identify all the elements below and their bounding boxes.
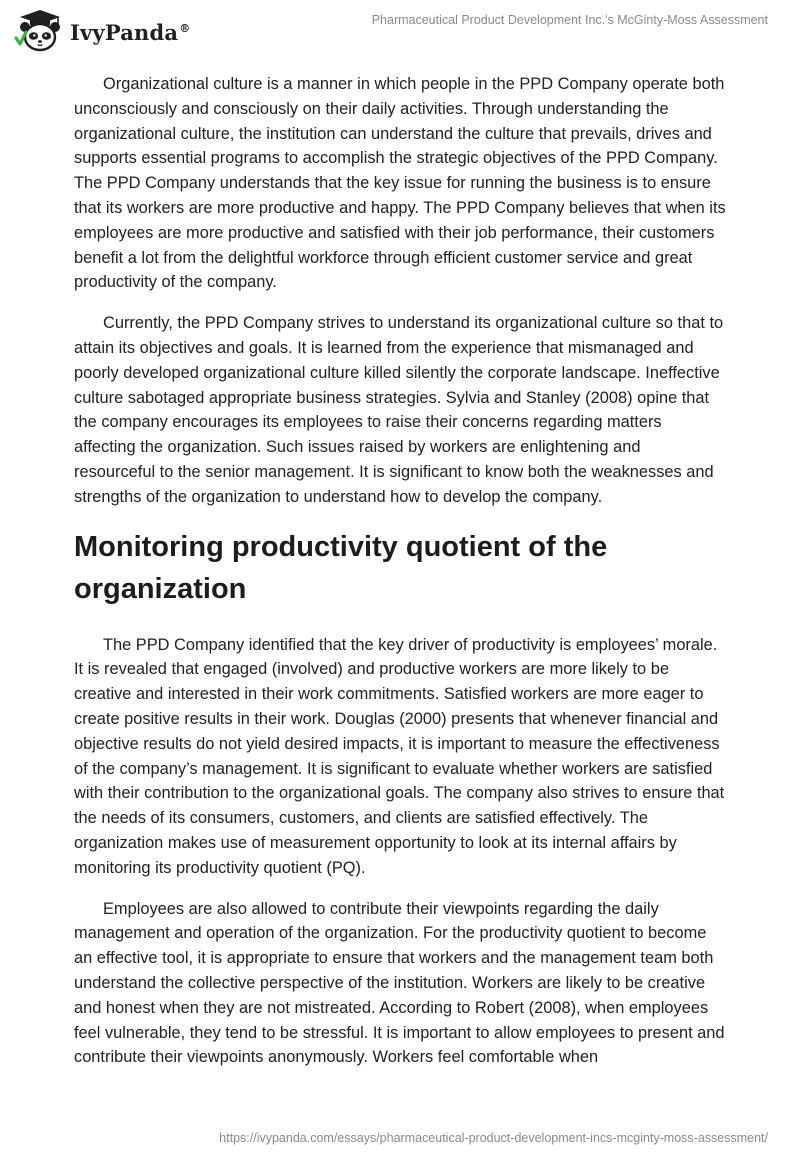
brand-logo[interactable]: [14, 8, 190, 54]
paragraph: Organizational culture is a manner in which people in the PPD Company operate both unconsciously and consciously on their daily activities. Through understanding the organizational culture, the institution can understand the culture that prevails, drives and supports essential programs to accomplish the strategic objectives of the PPD Company. The PPD Company understands that the key issue for running the business is to ensure that its workers are more productive and happy. The PPD Company believes that when its employees are more productive and satisfied with their job performance, their customers benefit a lot from the delightful workforce through efficient customer service and great productivity of the company.: [74, 75, 726, 292]
section-heading: Monitoring productivity quotient of the organization: [74, 530, 608, 605]
paragraph: Currently, the PPD Company strives to understand its organizational culture so that to attain its objectives and goals. It is learned from the experience that mismanaged and poorly developed organizational culture killed silently the corporate landscape. Ineffective culture sabotaged appropriate business strategies. Sylvia and Stanley (2008) opine that the company encourages its employees to raise their concerns regarding matters affecting the organization. Such issues raised by workers are enlightening and resourceful to the senior management. It is significant to know both the weaknesses and strengths of the organization to understand how to develop the company.: [74, 314, 724, 506]
panda-graduate-logo-icon: [14, 8, 66, 54]
document-title: Pharmaceutical Product Development Inc.'s McGinty-Moss Assessment: [371, 13, 768, 27]
source-url[interactable]: https://ivypanda.com/essays/pharmaceutical-product-development-incs-mcginty-moss-assessment/: [219, 1131, 768, 1145]
essay-body: [74, 72, 726, 1086]
brand-name: IvyPanda®: [70, 19, 191, 45]
paragraph: Employees are also allowed to contribute their viewpoints regarding the daily management and operation of the organization. For the productivity quotient to become an effective tool, it is appropriate to ensure that workers and the management team both understand the collective perspective of the institution. Workers are likely to be creative and honest when they are not mistreated. According to Robert (2008), when employees feel vulnerable, they tend to be stressful. It is important to allow employees to present and contribute their viewpoints anonymously. Workers feel comfortable when: [74, 899, 725, 1067]
paragraph: The PPD Company identified that the key driver of productivity is employees’ morale. It is revealed that engaged (involved) and productive workers are more likely to be creative and interested in their work commitments. Satisfied workers are more eager to create positive results in their work. Douglas (2000) presents that whenever financial and objective results do not yield desired impacts, it is important to measure the effectiveness of the company’s management. It is significant to evaluate whether workers are satisfied with their contribution to the organizational goals. The company also strives to ensure that the needs of its consumers, customers, and clients are satisfied effectively. The organization makes use of measurement opportunity to look at its internal affairs by monitoring its productivity quotient (PQ).: [74, 635, 725, 877]
page-header: [0, 0, 800, 64]
registered-mark: ®: [179, 21, 191, 35]
